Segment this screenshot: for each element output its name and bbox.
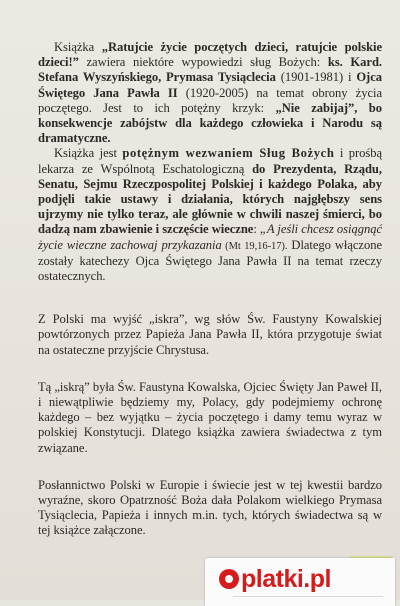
store-sticker [205, 558, 395, 606]
paragraph-intro: Książka „Ratujcie życie poczętych dzieci, ratujcie polskie dzieci!” zawiera niektóre wypowiedzi sług Bożych: ks. Kard. Stefana Wyszyńskiego, Prymasa Tysiąclecia (1901-1981) i Ojca Świętego Jana Pawła II (1920-2005) na temat obrony życia poczętego. Jest to ich potężny krzyk: „Nie zabijaj”, bo konsekwencje zabójstw dla każdego człowieka i Narodu są dramatyczne. [38, 40, 383, 146]
paragraph-mission: Posłannictwo Polski w Europie i świecie jest w tej kwestii bardzo wyraźne, skoro Opatrzność Boża dała Polakom wielkiego Prymasa Tysiąclecia, Papieża i innych m.in. tych, których świadectwa są w tej książce załączone. [38, 477, 382, 538]
store-logo: platki.pl [219, 565, 331, 593]
back-cover-text [38, 40, 382, 539]
paragraph-witness: Tą „iskrą” była Św. Faustyna Kowalska, Ojciec Święty Jan Paweł II, i niewątpliwie będziemy my, Polacy, gdy podejmiemy ochronę każdego – bez wyjątku – życia poczętego i damy temu wyraz w polskiej Konstytucji. Dlatego książka zawiera świadectwa z tym związane. [38, 379, 382, 455]
paragraph-appeal: Książka jest potężnym wezwaniem Sług Bożych i prośbą lekarza ze Wspólnotą Eschatologiczną do Prezydenta, Rządu, Senatu, Sejmu Rzeczpospolitej Polskiej i każdego Polaka, aby podjęli takie ustawy i działania, których najgłębszy sens ujrzymy nie tylko teraz, ale głównie w chwili naszej śmierci, bo dadzą nam zbawienie i szczęście wieczne: „A jeśli chcesz osiągnąć życie wieczne zachowaj przykazania (Mt 19,16-17). Dlatego włączone zostały katechezy Ojca Świętego Jana Pawła II na temat rzeczy ostatecznych. [38, 146, 382, 284]
logo-o-icon [219, 569, 239, 589]
paragraph-spark: Z Polski ma wyjść „iskra”, wg słów Św. Faustyny Kowalskiej powtórzonych przez Papieża Jana Pawła II, która przygotuje świat na ostateczne przyjście Chrystusa. [38, 312, 382, 357]
